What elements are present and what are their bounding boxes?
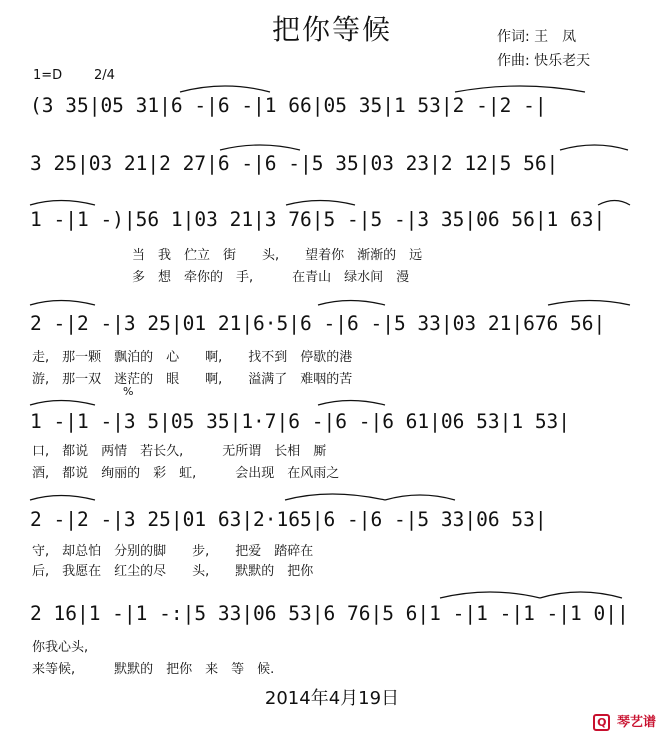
- slur: [318, 301, 385, 306]
- watermark-text: 琴艺谱: [616, 715, 656, 730]
- slur: [548, 301, 630, 306]
- system-3-lyric-verse-1: 当 我 伫立 街 头, 望着你 渐渐的 远: [132, 248, 423, 263]
- system-1-notes: (3 35|05 31|6 -|6 -|1 66|05 35|1 53|2 -|2 -|: [30, 94, 547, 117]
- system-2-notes: 3 25|03 21|2 27|6 -|6 -|5 35|03 23|2 12|5 56|: [30, 152, 559, 175]
- system-5-lyric-verse-2: 酒, 都说 绚丽的 彩 虹, 会出现 在风雨之: [32, 466, 340, 481]
- lyricist-credit: 作词: 王 凤: [497, 29, 577, 45]
- slur: [30, 401, 95, 406]
- slur: [318, 401, 385, 406]
- key-signature: 1=D: [33, 68, 63, 83]
- slur: [220, 145, 300, 150]
- slur: [560, 145, 628, 150]
- system-5-lyric-verse-1: 口, 都说 两情 若长久, 无所谓 长相 厮: [32, 444, 327, 459]
- system-6-notes: 2 -|2 -|3 25|01 63|2·165|6 -|6 -|5 33|06 53|: [30, 508, 547, 531]
- system-4-notes: 2 -|2 -|3 25|01 21|6·5|6 -|6 -|5 33|03 21|676 56|: [30, 312, 606, 335]
- date-footer: 2014年4月19日: [264, 688, 400, 709]
- watermark-logo: [593, 711, 656, 731]
- slur: [180, 86, 270, 92]
- system-3-notes: 1 -|1 -)|56 1|03 21|3 76|5 -|5 -|3 35|06 56|1 63|: [30, 208, 606, 231]
- time-signature: 2/4: [94, 68, 115, 83]
- system-3-lyric-verse-2: 多 想 牵你的 手, 在青山 绿水间 漫: [132, 270, 410, 285]
- watermark-mark: Q: [593, 714, 610, 731]
- slur: [286, 201, 355, 206]
- system-7-lyric-verse-1: 你我心头,: [32, 640, 89, 655]
- song-title: 把你等候: [271, 13, 392, 46]
- slur: [385, 495, 455, 500]
- system-7-notes: 2 16|1 -|1 -:|5 33|06 53|6 76|5 6|1 -|1 -|1 -|1 0||: [30, 602, 629, 625]
- verse-mark: %: [123, 385, 134, 398]
- slur: [598, 201, 630, 206]
- system-6-lyric-verse-1: 守, 却总怕 分别的脚 步, 把爱 踏碎在: [32, 544, 314, 559]
- slur: [285, 494, 385, 500]
- slur: [30, 301, 95, 306]
- slur: [30, 201, 95, 206]
- slur: [30, 496, 95, 501]
- system-4-lyric-verse-2: 游, 那一双 迷茫的 眼 啊, 溢满了 难咽的苦: [32, 372, 353, 387]
- slur: [455, 86, 585, 92]
- composer-credit: 作曲: 快乐老天: [497, 53, 591, 69]
- system-5-notes: 1 -|1 -|3 5|05 35|1·7|6 -|6 -|6 61|06 53|1 53|: [30, 410, 571, 433]
- system-7-lyric-verse-2: 来等候, 默默的 把你 来 等 候.: [32, 662, 275, 677]
- system-6-lyric-verse-2: 后, 我愿在 红尘的尽 头, 默默的 把你: [32, 564, 314, 579]
- slur: [540, 592, 622, 598]
- system-4-lyric-verse-1: 走, 那一颗 飘泊的 心 啊, 找不到 停歇的港: [32, 350, 353, 365]
- slur: [440, 592, 540, 598]
